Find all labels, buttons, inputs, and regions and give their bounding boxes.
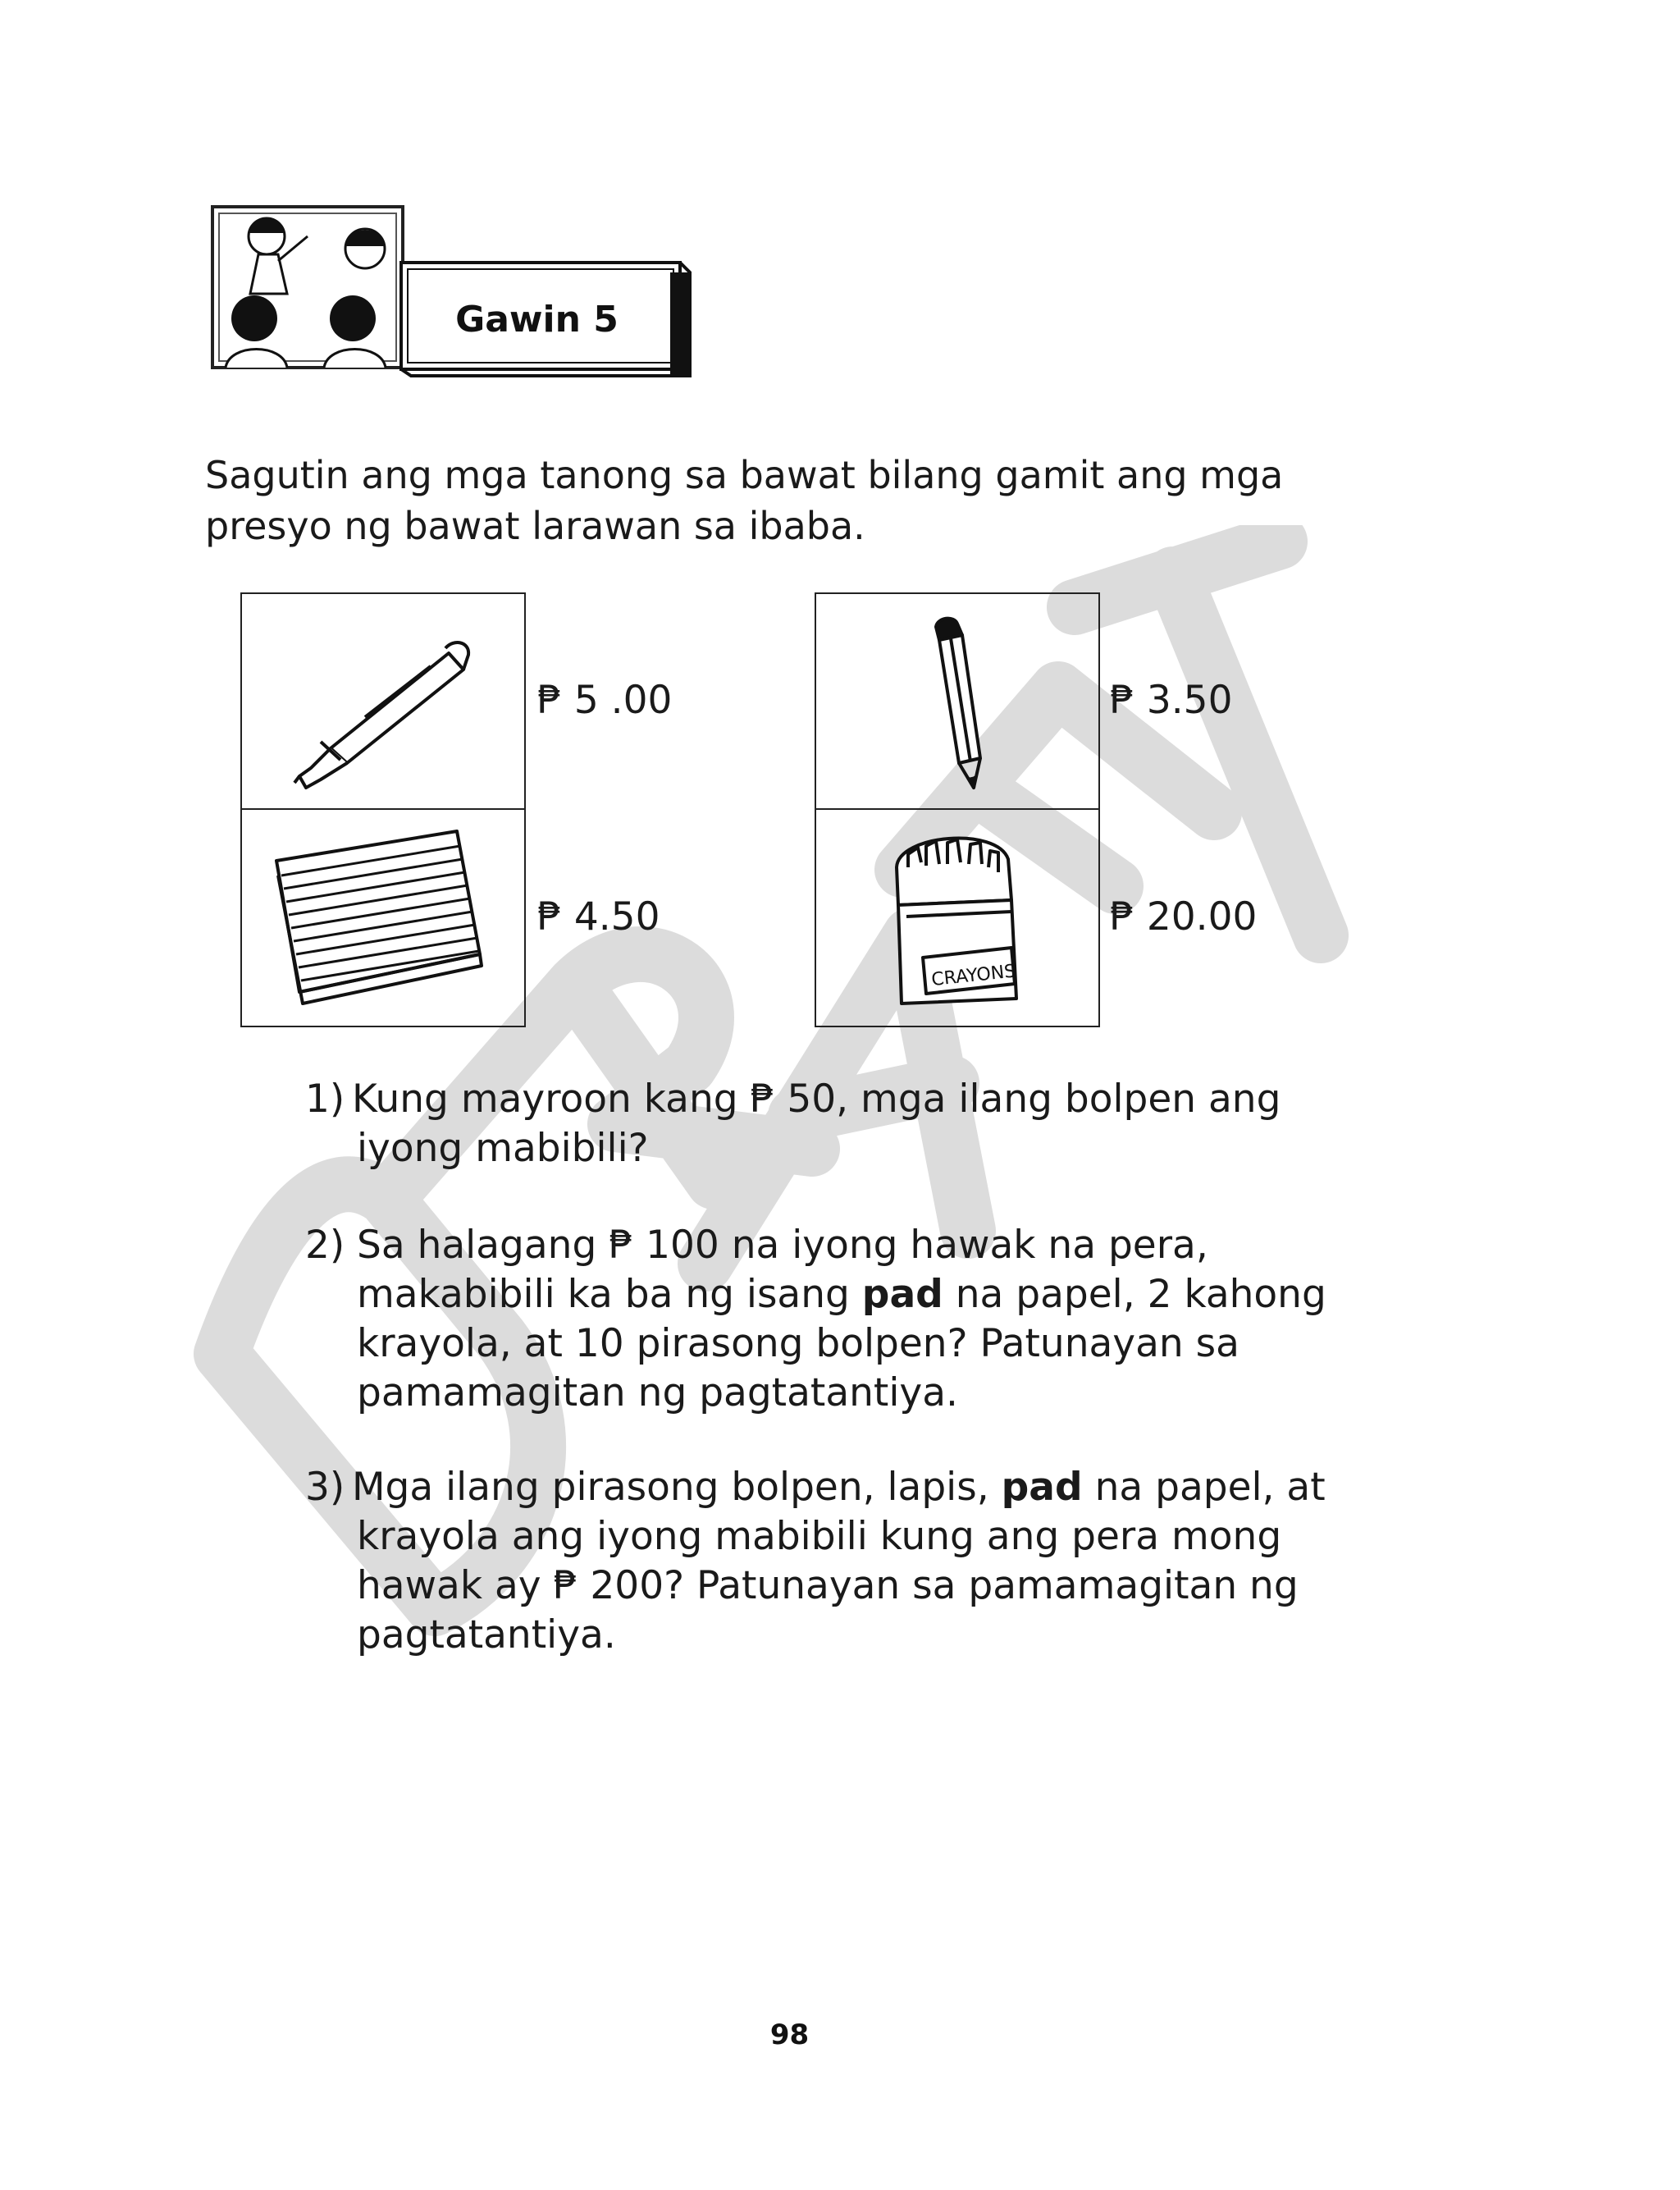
- question-line: krayola ang iyong mabibili kung ang pera mong: [357, 1514, 1282, 1559]
- question-line: pamamagitan ng pagtatantiya.: [357, 1370, 958, 1415]
- question-body: [357, 1221, 1470, 1418]
- question-line: iyong mabibili?: [357, 1126, 649, 1171]
- activity-title-box: [399, 261, 693, 377]
- question-body: [352, 1463, 1470, 1660]
- price-grid-right: [815, 592, 1100, 1027]
- bold-keyword: pad: [861, 1272, 943, 1317]
- instructions-line-1: Sagutin ang mga tanong sa bawat bilang gamit ang mga: [205, 453, 1284, 497]
- marker-price: ₱ 5 .00: [537, 678, 673, 723]
- question-line: hawak ay ₱ 200? Patunayan sa pamamagitan ng: [357, 1563, 1299, 1608]
- question-text: Mga ilang pirasong bolpen, lapis,: [352, 1465, 1002, 1510]
- bold-keyword: pad: [1001, 1465, 1083, 1510]
- question-line: [357, 1270, 1470, 1319]
- marker-cell: [242, 594, 524, 810]
- question-line: Kung mayroon kang ₱ 50, mga ilang bolpen ang: [352, 1077, 1281, 1122]
- paper-pad-icon: [242, 810, 524, 1026]
- question-body: [352, 1075, 1470, 1173]
- question-line: pagtatantiya.: [357, 1612, 616, 1657]
- instructions: [205, 450, 1395, 551]
- pencil-cell: [816, 594, 1098, 810]
- question-text: na papel, at: [1082, 1465, 1326, 1510]
- price-grid-left: [240, 592, 526, 1027]
- question-3: [305, 1463, 1470, 1660]
- question-text: makabibili ka ba ng isang: [357, 1272, 862, 1317]
- crayons-price: ₱ 20.00: [1110, 894, 1258, 940]
- question-line: [352, 1463, 1465, 1512]
- children-board-illustration: [209, 203, 410, 376]
- pencil-price: ₱ 3.50: [1110, 678, 1233, 723]
- page-number: 98: [769, 2019, 810, 2051]
- question-number: 1): [305, 1077, 345, 1122]
- pencil-icon: [816, 594, 1098, 810]
- question-1: [305, 1075, 1470, 1173]
- marker-pen-icon: [242, 594, 524, 810]
- question-number: 2): [305, 1223, 345, 1268]
- paper-pad-cell: [242, 810, 524, 1026]
- paper-pad-price: ₱ 4.50: [537, 894, 660, 940]
- question-number: 3): [305, 1465, 345, 1510]
- activity-title: Gawin 5: [455, 298, 619, 341]
- instructions-line-2: presyo ng bawat larawan sa ibaba.: [205, 504, 865, 548]
- crayons-box-icon: [816, 810, 1098, 1026]
- question-text: na papel, 2 kahong: [943, 1272, 1326, 1317]
- question-2: [305, 1221, 1470, 1418]
- question-line: krayola, at 10 pirasong bolpen? Patunayan sa: [357, 1321, 1239, 1366]
- crayons-box-label: CRAYONS: [930, 961, 1017, 991]
- crayons-cell: [816, 810, 1098, 1026]
- question-line: Sa halagang ₱ 100 na iyong hawak na pera,: [357, 1223, 1208, 1268]
